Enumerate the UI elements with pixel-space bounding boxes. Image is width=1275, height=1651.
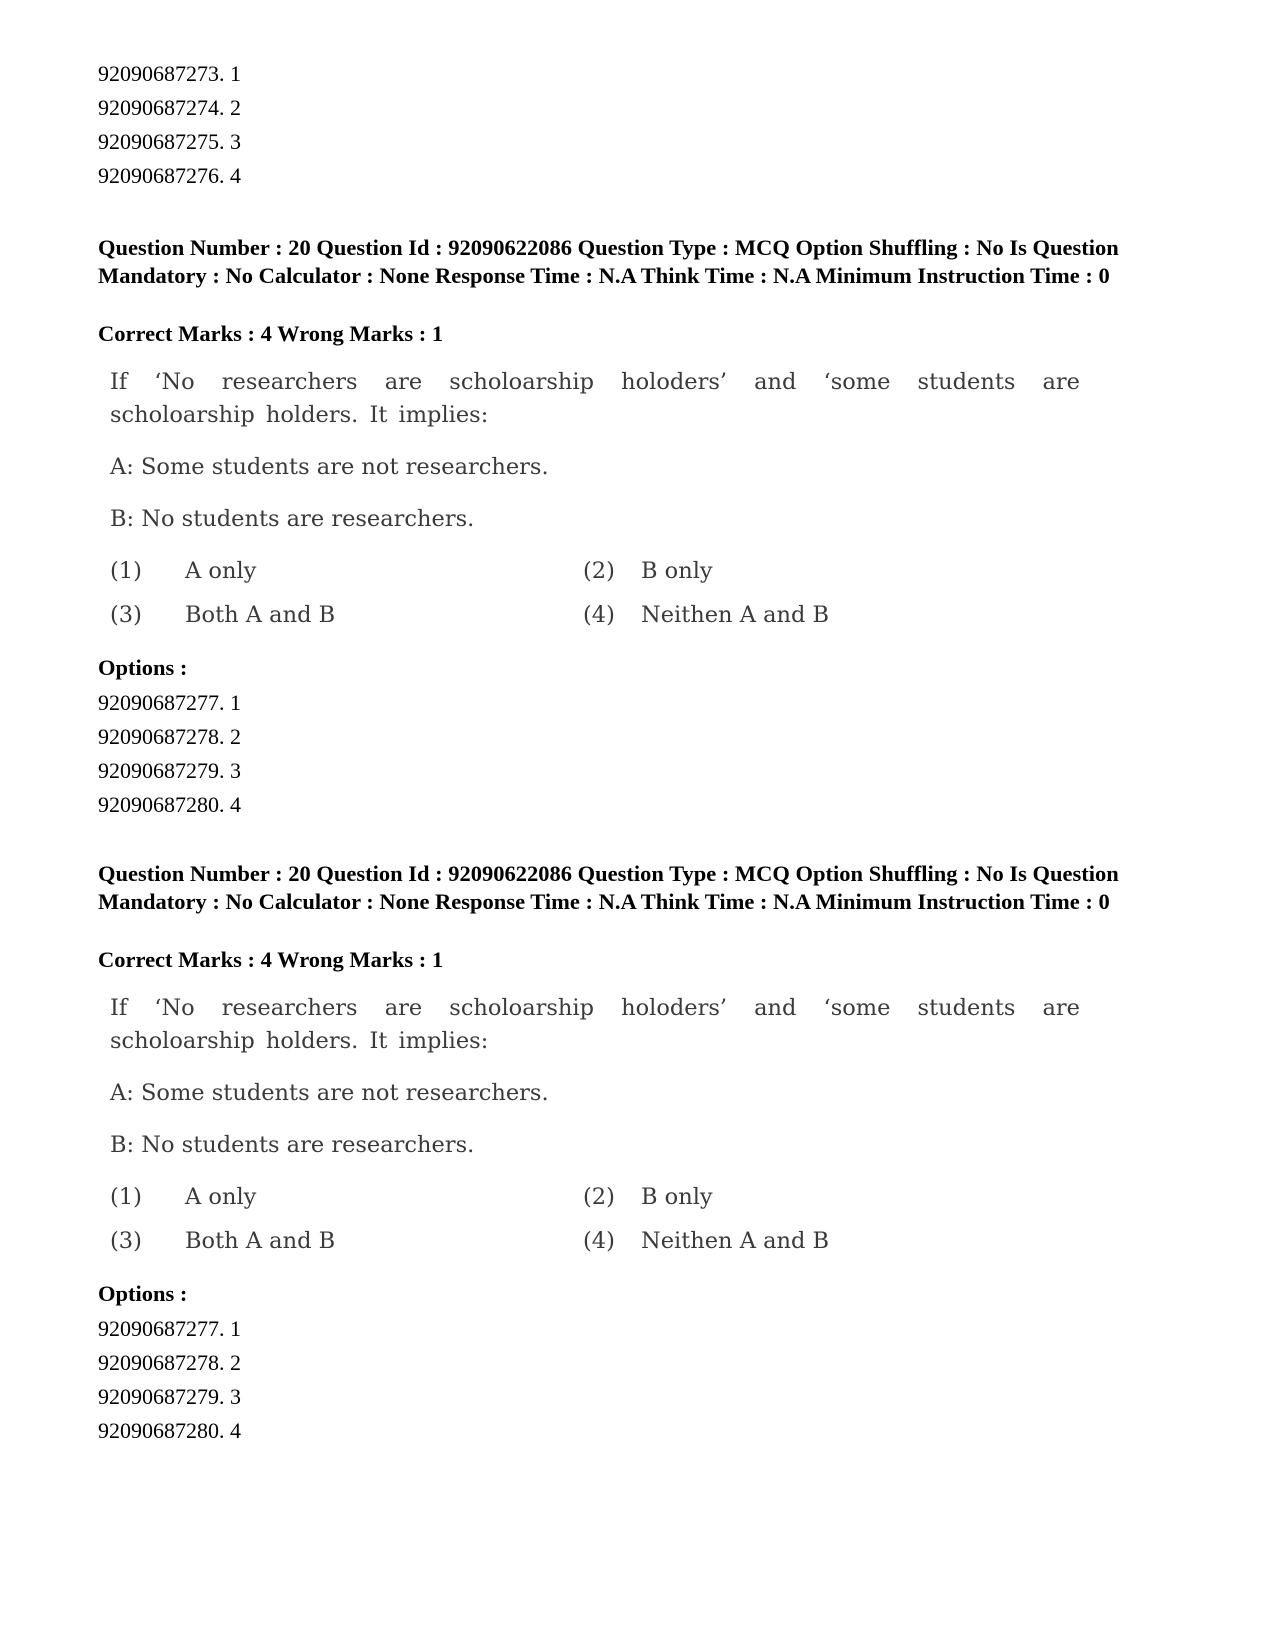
question-image — [110, 992, 1090, 1258]
statement-a: A: Some students are not researchers. — [110, 454, 549, 480]
question-stem: If ‘No researchers are scholoarship holoders’ and ‘some students are scholoarship holders. It implies: — [110, 369, 1080, 428]
option-line: 92090687275. 3 — [98, 129, 241, 154]
option-line: 92090687276. 4 — [98, 163, 241, 188]
option-line: 92090687277. 1 — [98, 1316, 241, 1341]
choice-number: (1) — [110, 558, 142, 584]
choice-text: B only — [641, 558, 713, 584]
choice-grid — [110, 555, 1090, 632]
question-header: Question Number : 20 Question Id : 92090622086 Question Type : MCQ Option Shuffling : No Is Question Mandatory : No Calculator : None Response Time : N.A Think Time : N.A Minimum Instruction Time : 0 — [98, 861, 1119, 914]
choice-text: A only — [185, 1184, 257, 1210]
options-label: Options : — [98, 1281, 188, 1306]
question-marks: Correct Marks : 4 Wrong Marks : 1 — [98, 947, 444, 972]
previous-options-list — [98, 57, 241, 193]
options-list — [98, 686, 241, 822]
choice-grid — [110, 1181, 1090, 1258]
choice-text: Both A and B — [185, 1228, 336, 1254]
choice-number: (4) — [583, 1228, 615, 1254]
choice-text: B only — [641, 1184, 713, 1210]
statement-b: B: No students are researchers. — [110, 1132, 475, 1158]
choice-number: (3) — [110, 1228, 142, 1254]
choice-text: Neithen A and B — [641, 1228, 830, 1254]
option-line: 92090687279. 3 — [98, 758, 241, 783]
choice-text: A only — [185, 558, 257, 584]
question-header: Question Number : 20 Question Id : 92090622086 Question Type : MCQ Option Shuffling : No Is Question Mandatory : No Calculator : None Response Time : N.A Think Time : N.A Minimum Instruction Time : 0 — [98, 235, 1119, 288]
question-stem: If ‘No researchers are scholoarship holoders’ and ‘some students are scholoarship holders. It implies: — [110, 995, 1080, 1054]
option-line: 92090687274. 2 — [98, 95, 241, 120]
option-line: 92090687278. 2 — [98, 724, 241, 749]
question-image — [110, 366, 1090, 632]
choice-number: (2) — [583, 558, 615, 584]
option-line: 92090687279. 3 — [98, 1384, 241, 1409]
option-line: 92090687277. 1 — [98, 690, 241, 715]
options-list — [98, 1312, 241, 1448]
question-marks: Correct Marks : 4 Wrong Marks : 1 — [98, 321, 444, 346]
choice-number: (1) — [110, 1184, 142, 1210]
option-line: 92090687280. 4 — [98, 1418, 241, 1443]
statement-b: B: No students are researchers. — [110, 506, 475, 532]
statement-a: A: Some students are not researchers. — [110, 1080, 549, 1106]
choice-number: (4) — [583, 602, 615, 628]
options-label: Options : — [98, 655, 188, 680]
choice-number: (3) — [110, 602, 142, 628]
option-line: 92090687280. 4 — [98, 792, 241, 817]
choice-text: Both A and B — [185, 602, 336, 628]
choice-text: Neithen A and B — [641, 602, 830, 628]
option-line: 92090687273. 1 — [98, 61, 241, 86]
choice-number: (2) — [583, 1184, 615, 1210]
option-line: 92090687278. 2 — [98, 1350, 241, 1375]
